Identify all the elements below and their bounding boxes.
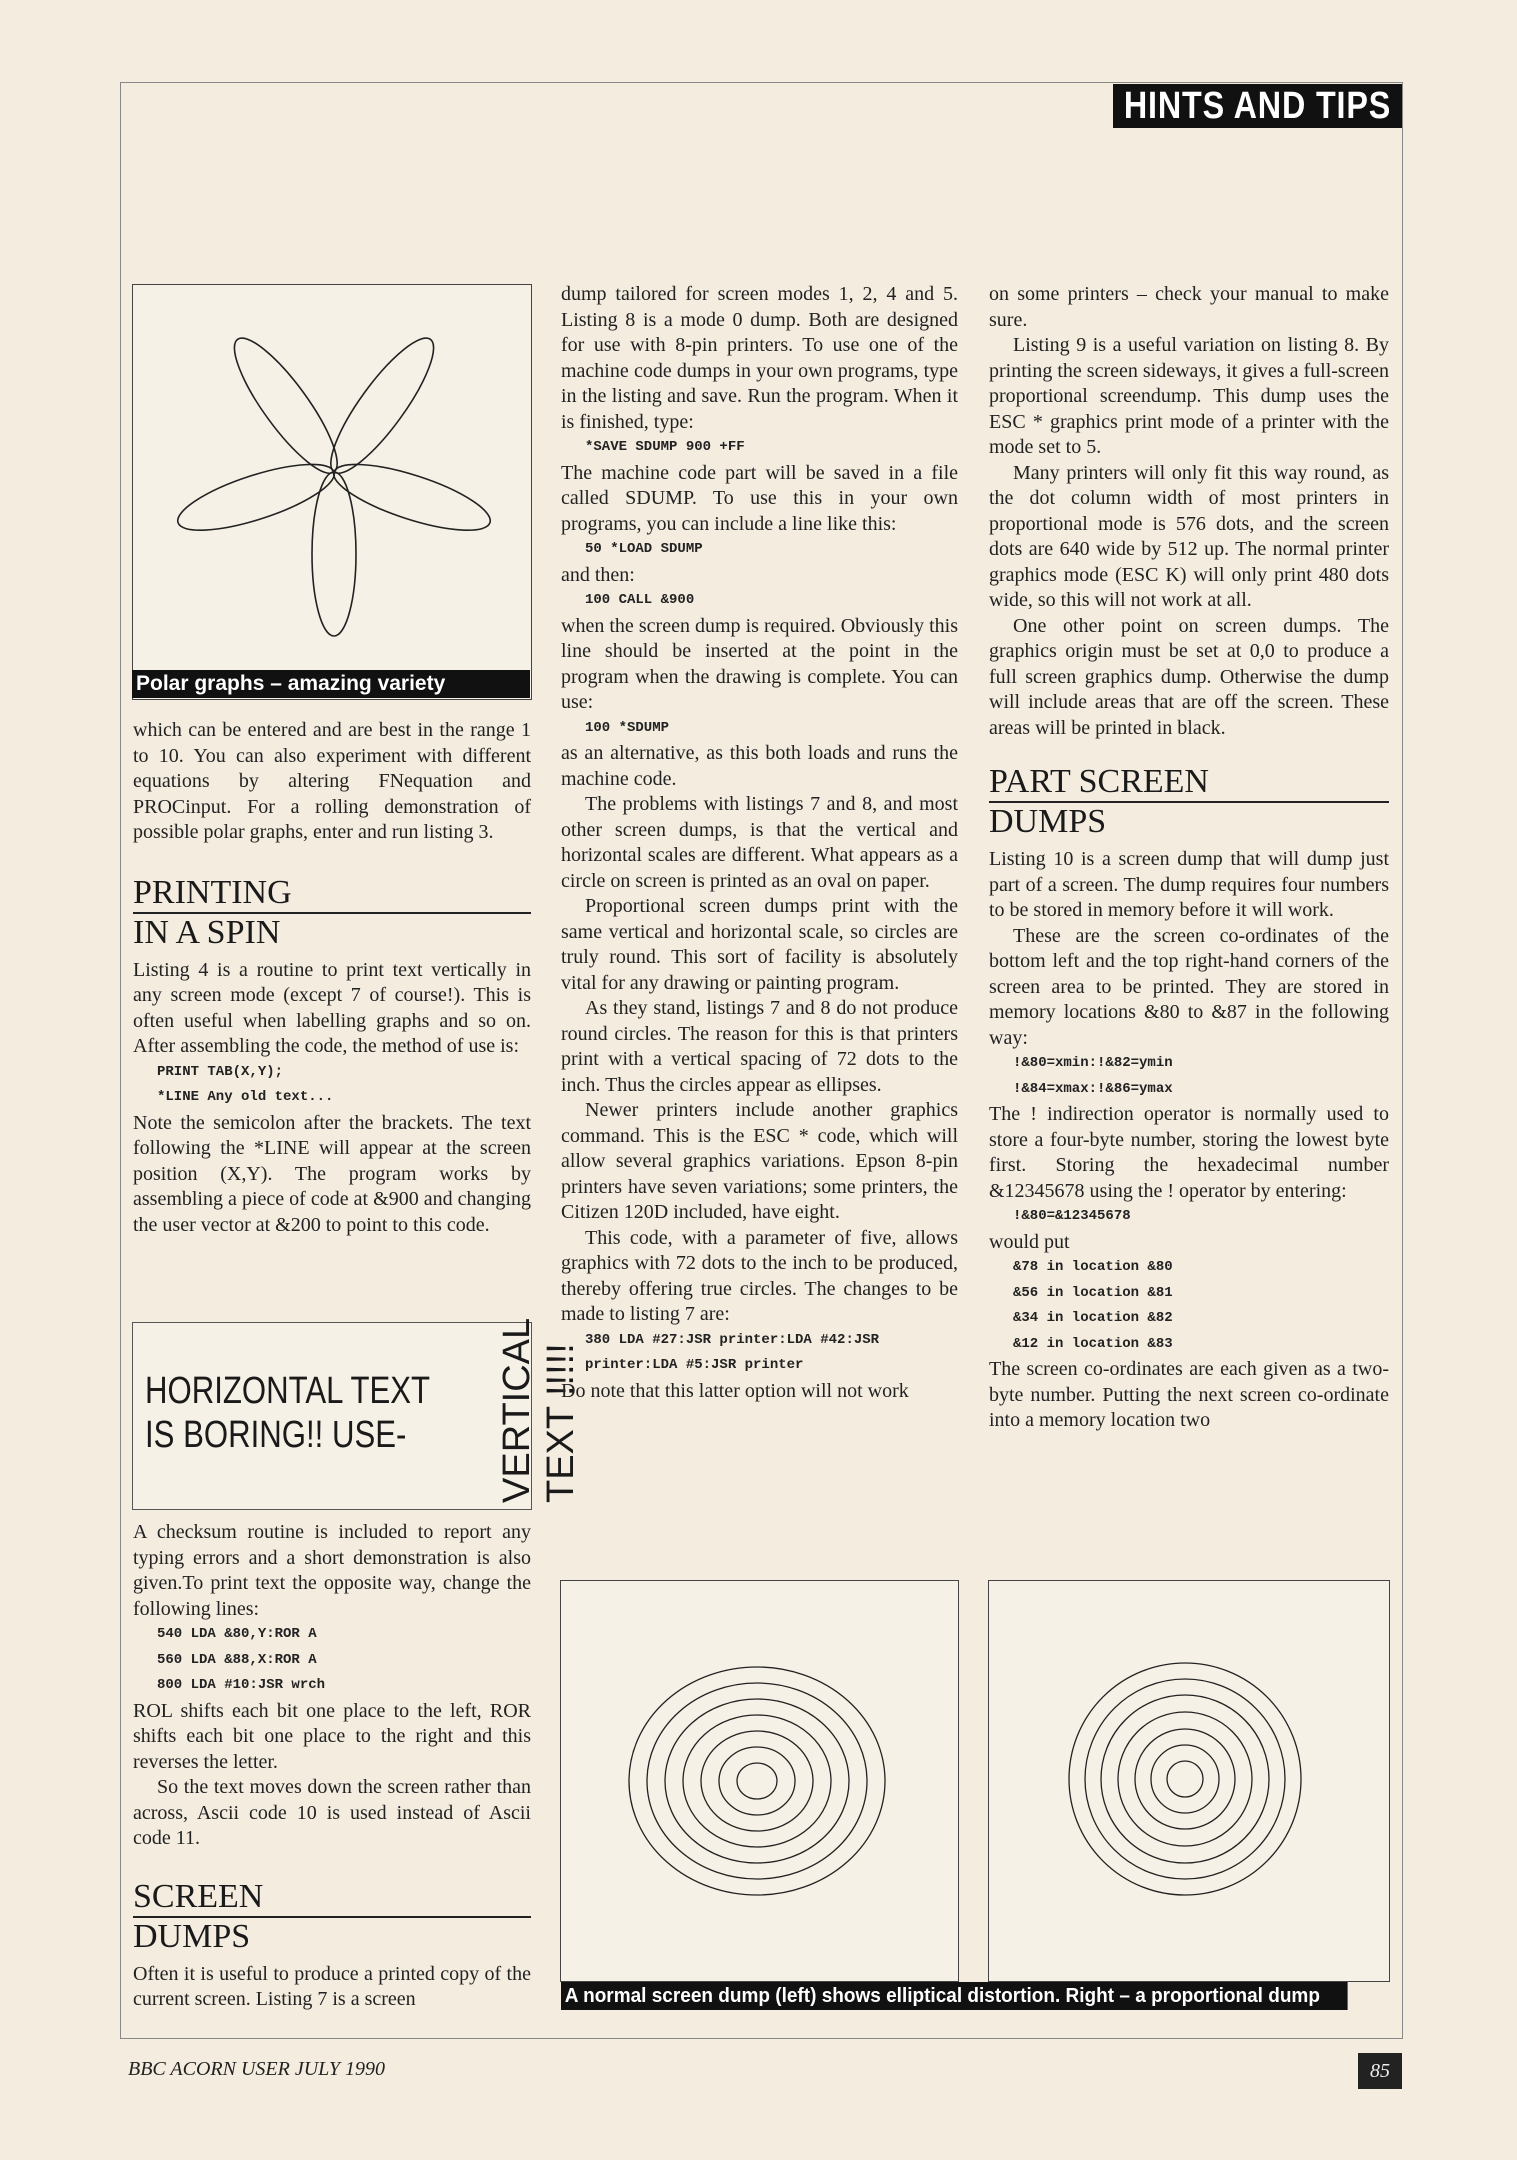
code-line: 800 LDA #10:JSR wrch	[157, 1677, 326, 1693]
elliptical-circles-svg	[561, 1581, 958, 1981]
paragraph: Many printers will only fit this way round, as the dot column width of most printers in proportional mode is 576 dots, and the screen dots are 640 wide by 512 up. The normal printer graphics mode (ESC K) will only print 480 dots wide, so this will not work at all.	[989, 461, 1389, 611]
heading-part-screen-dumps	[989, 763, 1389, 841]
vertical-text-figure	[132, 1317, 582, 1510]
code-line: &34 in location &82	[1013, 1310, 1173, 1326]
dump-ring	[665, 1699, 849, 1863]
heading-line: DUMPS	[989, 803, 1107, 840]
code-line: 540 LDA &80,Y:ROR A	[157, 1626, 317, 1642]
code-line: *LINE Any old text...	[157, 1089, 334, 1105]
dump-ring	[647, 1683, 867, 1879]
paragraph: would put	[989, 1230, 1070, 1253]
paragraph: which can be entered and are best in the range 1 to 10. You can also experiment with different equations by altering FNequation and PROCinput. For a rolling demonstration of possible polar graphs, enter and run listing 3.	[133, 719, 531, 843]
dump-ring	[629, 1667, 885, 1895]
heading-line: DUMPS	[133, 1917, 251, 1955]
dump-ring	[719, 1747, 795, 1815]
paragraph: as an alternative, as this both loads and runs the machine code.	[561, 742, 958, 790]
paragraph: One other point on screen dumps. The graphics origin must be set at 0,0 to produce a full screen graphics dump. Otherwise the dump will include areas that are off the screen. These areas will be printed in black.	[989, 614, 1389, 739]
code-line: &56 in location &81	[1013, 1284, 1173, 1301]
code-line: 50 *LOAD SDUMP	[585, 541, 703, 557]
polar-graph-figure	[132, 284, 532, 700]
dump-ring	[737, 1763, 777, 1799]
code-line: !&80=&12345678	[1013, 1208, 1131, 1224]
polar-petal	[327, 451, 497, 544]
dump-ring	[1167, 1761, 1203, 1797]
code-line: *SAVE SDUMP 900 +FF	[585, 439, 745, 455]
column-1-lower	[133, 1520, 531, 2013]
paragraph: ROL shifts each bit one place to the left, ROR shifts each bit one place to the right and this reverses the letter.	[133, 1699, 531, 1773]
paragraph: The screen co-ordinates are each given as a two-byte number. Putting the next screen co-ordinate into a memory location two	[989, 1358, 1389, 1431]
code-line: 100 *SDUMP	[585, 719, 670, 736]
horizontal-text-line: HORIZONTAL TEXT	[145, 1370, 431, 1412]
paragraph: Do note that this latter option will not work	[561, 1379, 909, 1402]
dump-ring	[1118, 1712, 1252, 1846]
paragraph: Newer printers include another graphics command. This is the ESC * code, which will allow several graphics variations. Epson 8-pin printers have seven variations; some printers, the Citizen 120D included, have eight.	[561, 1099, 958, 1223]
dump-ring	[1135, 1729, 1235, 1829]
column-2	[561, 282, 958, 1404]
heading-line: PART SCREEN	[989, 763, 1389, 803]
code-line: !&84=xmax:!&86=ymax	[1013, 1080, 1173, 1097]
paragraph: when the screen dump is required. Obviously this line should be inserted at the point in the program when the drawing is complete. You can use:	[561, 614, 958, 713]
paragraph: Listing 10 is a screen dump that will dump just part of a screen. The dump requires four numbers to be stored in memory before it will work.	[989, 848, 1389, 921]
code-line: printer:LDA #5:JSR printer	[585, 1357, 804, 1373]
screen-dumps-caption: A normal screen dump (left) shows elliptical distortion. Right – a proportional dump	[561, 1982, 1348, 2010]
paragraph: on some printers – check your manual to make sure.	[989, 283, 1389, 331]
paragraph: These are the screen co-ordinates of the bottom left and the top right-hand corners of the screen area to be printed. They are stored in memory locations &80 to &87 in the following way:	[989, 924, 1389, 1049]
code-line: PRINT TAB(X,Y);	[157, 1063, 284, 1080]
heading-line: PRINTING	[133, 874, 531, 914]
round-circles-svg	[989, 1581, 1389, 1981]
normal-dump-figure	[560, 1580, 959, 1982]
code-line: !&80=xmin:!&82=ymin	[1013, 1055, 1173, 1071]
dump-ring	[1085, 1679, 1285, 1879]
paragraph: Often it is useful to produce a printed copy of the current screen. Listing 7 is a screen	[133, 1962, 531, 2010]
column-3	[989, 282, 1389, 1434]
paragraph: This code, with a parameter of five, allows graphics with 72 dots to the inch to be produced, thereby offering true circles. The changes to be made to listing 7 are:	[561, 1226, 958, 1325]
paragraph: Proportional screen dumps print with the same vertical and horizontal scale, so circles are truly round. This sort of facility is absolutely vital for any drawing or painting program.	[561, 895, 958, 994]
paragraph: Listing 9 is a useful variation on listing 8. By printing the screen sideways, it gives a full-screen proportional screendump. This dump uses the ESC * graphics print mode of a printer with the mode set to 5.	[989, 334, 1389, 458]
dump-ring	[1151, 1745, 1219, 1813]
page-number: 85	[1358, 2053, 1402, 2089]
dump-ring	[1069, 1663, 1301, 1895]
code-line: 560 LDA &88,X:ROR A	[157, 1651, 317, 1668]
paragraph: The ! indirection operator is normally used to store a four-byte number, storing the lowest byte first. Storing the hexadecimal number &12345678 using the ! operator by entering:	[989, 1103, 1389, 1202]
vertical-text-line: TEXT !!!!!	[540, 1343, 582, 1503]
dump-ring	[701, 1731, 813, 1831]
paragraph: Note the semicolon after the brackets. The text following the *LINE will appear at the screen position (X,Y). The program works by assembling a piece of code at &900 and changing the user vector at &200 to point to this code.	[133, 1111, 531, 1236]
heading-screen-dumps	[133, 1878, 531, 1956]
polar-petal	[312, 472, 356, 636]
heading-line: IN A SPIN	[133, 913, 281, 951]
section-header: HINTS AND TIPS	[1113, 84, 1402, 128]
polar-graph-caption: Polar graphs – amazing variety	[132, 670, 530, 698]
paragraph: The machine code part will be saved in a file called SDUMP. To use this in your own programs, you can include a line like this:	[561, 461, 958, 535]
dump-ring	[683, 1715, 831, 1847]
heading-printing	[133, 874, 531, 952]
code-line: 380 LDA #27:JSR printer:LDA #42:JSR	[585, 1331, 880, 1348]
polar-petal	[171, 451, 341, 544]
paragraph: A checksum routine is included to report any typing errors and a short demonstration is also given.To print text the opposite way, change the following lines:	[133, 1521, 531, 1620]
paragraph: As they stand, listings 7 and 8 do not produce round circles. The reason for this is that printers print with a vertical spacing of 72 dots to the inch. Thus the circles appear as ellipses.	[561, 997, 958, 1096]
vertical-text-line: VERTICAL	[496, 1317, 538, 1503]
paragraph: The problems with listings 7 and 8, and most other screen dumps, is that the vertical and horizontal scales are different. What appears as a circle on screen is printed as an oval on paper.	[561, 793, 958, 892]
magazine-footer: BBC ACORN USER JULY 1990	[128, 2058, 386, 2080]
paragraph: So the text moves down the screen rather than across, Ascii code 10 is used instead of Ascii code 11.	[133, 1776, 531, 1849]
polar-petal	[316, 326, 448, 485]
paragraph: and then:	[561, 563, 635, 586]
horizontal-text-sample	[145, 1369, 430, 1457]
code-line: 100 CALL &900	[585, 592, 695, 608]
column-1	[133, 718, 531, 1238]
paragraph: Listing 4 is a routine to print text vertically in any screen mode (except 7 of course!). This is often useful when labelling graphs and so on. After assembling the code, the method of use is:	[133, 958, 531, 1057]
paragraph: dump tailored for screen modes 1, 2, 4 and 5. Listing 8 is a mode 0 dump. Both are designed for use with 8-pin printers. To use one of the machine code dumps in your own programs, type in the listing and save. Run the program. When it is finished, type:	[561, 283, 958, 433]
polar-graph-svg	[133, 285, 531, 699]
proportional-dump-figure	[988, 1580, 1390, 1982]
horizontal-text-line: IS BORING!! USE-	[145, 1414, 407, 1456]
dump-ring	[1101, 1695, 1269, 1863]
code-line: &78 in location &80	[1013, 1259, 1173, 1275]
polar-petal	[220, 326, 352, 485]
code-line: &12 in location &83	[1013, 1335, 1173, 1352]
heading-line: SCREEN	[133, 1878, 531, 1918]
